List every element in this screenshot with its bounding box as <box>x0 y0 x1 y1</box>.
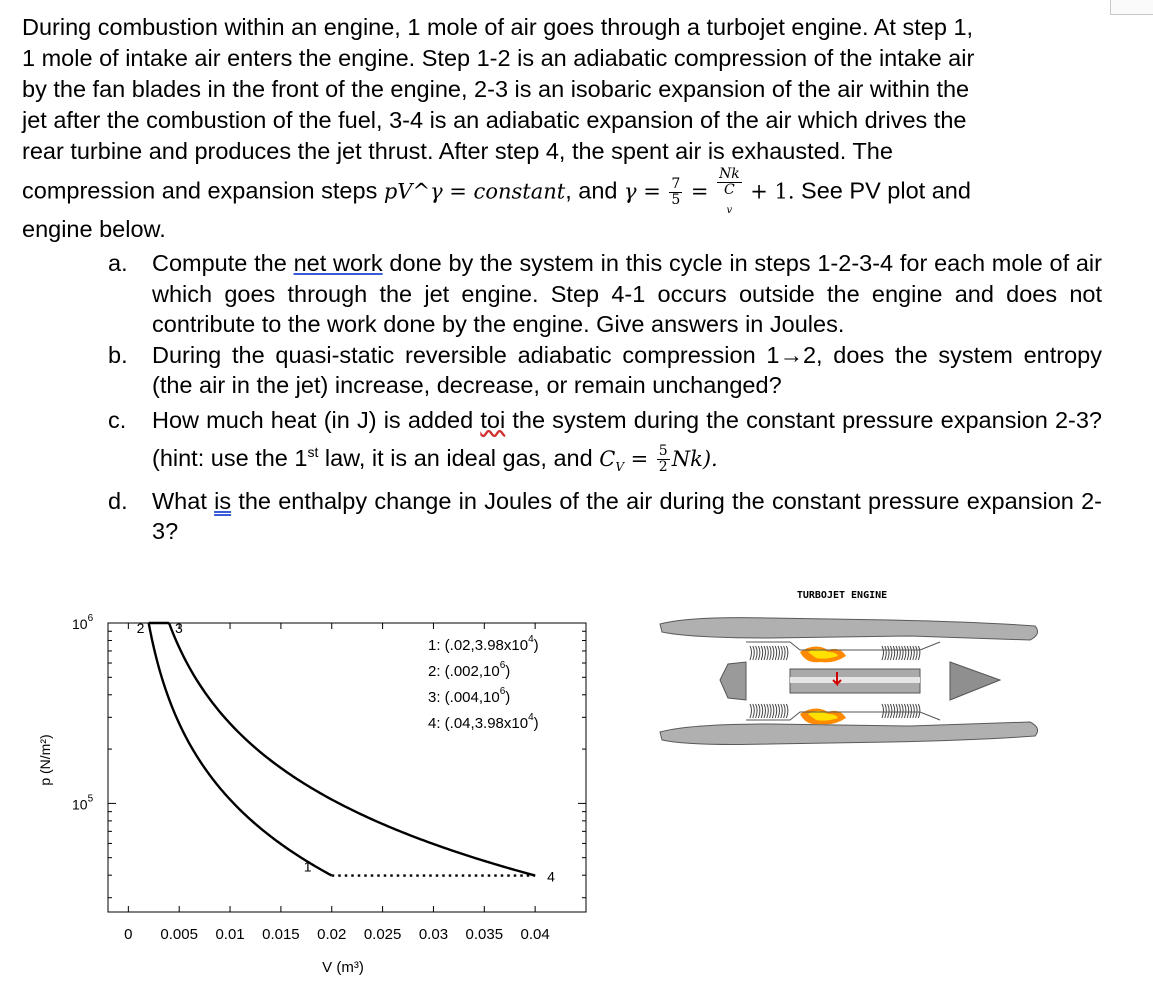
pv-plot-svg <box>0 560 600 980</box>
intro-line: jet after the combustion of the fuel, 3-4 is an adiabatic expansion of the air which drives the <box>22 107 967 133</box>
blade <box>778 646 780 718</box>
question-text: During the quasi-static reversible adiabatic compression 1→2, does the system entropy (the air in the jet) increase, decrease, or remain unchanged? <box>152 341 1102 398</box>
blade <box>786 646 788 718</box>
intro-line: During combustion within an engine, 1 mole of air goes through a turbojet engine. At step 1, <box>22 14 974 40</box>
question-b <box>108 340 1102 401</box>
y-tick-exp: 5 <box>87 793 94 805</box>
question-list <box>108 248 1102 547</box>
state-point-label: 3 <box>175 620 183 636</box>
q-text-part: What <box>152 487 215 514</box>
question-text <box>152 401 1102 486</box>
frac-den <box>717 183 742 218</box>
question-label: d. <box>108 487 128 514</box>
x-tick-label: 0.025 <box>363 926 402 943</box>
x-axis-label: V (m³) <box>322 959 364 976</box>
cv-symbol <box>599 446 624 474</box>
adiabat-3-4 <box>169 623 535 876</box>
engine-bottom-nacelle <box>660 722 1038 745</box>
intro-line: by the fan blades in the front of the engine, 2-3 is an isobaric expansion of the air within the <box>22 76 970 102</box>
frac-den: 5 <box>671 191 681 208</box>
x-tick-label: 0.035 <box>465 926 504 943</box>
cv-c: C <box>599 446 616 471</box>
adiabat-1-2 <box>149 623 332 876</box>
q-text-part: law, it is an ideal gas, and <box>318 444 600 471</box>
blade <box>758 646 760 718</box>
question-c <box>108 401 1102 486</box>
state-point-label: 4 <box>547 868 555 885</box>
q-spelling-flag: toi <box>480 406 506 433</box>
y-tick-base: 10 <box>72 616 88 632</box>
q-underlined: net work <box>293 250 383 276</box>
cycle-curves <box>149 623 535 876</box>
turbojet-engine-figure <box>650 580 1050 775</box>
legend-sup: 4 <box>528 634 534 645</box>
adiabatic-relation: pV^γ = constant <box>383 179 566 204</box>
y-tick-base: 10 <box>72 796 88 813</box>
formula-post: See PV plot and <box>794 177 971 204</box>
blade <box>756 646 758 718</box>
state-point-legend <box>428 634 539 654</box>
legend-text: 4: (.04,3.98x10 <box>428 715 529 732</box>
state-point-legend <box>428 686 510 706</box>
x-tick-label: 0 <box>124 926 133 943</box>
fraction-nk-cv <box>717 167 742 218</box>
q-text-part: Compute the <box>152 250 294 276</box>
y-tick-label <box>72 793 94 812</box>
q-superscript: st <box>307 443 319 460</box>
question-label: c. <box>108 406 127 433</box>
tick-labels <box>72 613 555 943</box>
intro-line: 1 mole of intake air enters the engine. Step 1-2 is an adiabatic compression of the intake air <box>22 45 975 71</box>
legend-text: 1: (.02,3.98x10 <box>428 637 529 654</box>
cv-sub: V <box>615 459 624 474</box>
intro-line: engine below. <box>22 215 166 242</box>
legend-text: 3: (.004,10 <box>428 689 500 706</box>
question-d <box>108 486 1102 547</box>
x-tick-label: 0.015 <box>262 926 300 943</box>
q-text-part: the system during the constant pressure expansion 2-3? (hint: use the 1 <box>152 406 1102 471</box>
y-tick-label <box>72 613 94 632</box>
x-tick-label: 0.005 <box>160 926 198 943</box>
legend-close: ) <box>533 637 539 654</box>
q-text-part: done by the system in this cycle in steps 1-2-3-4 for each mole of air which goes through the jet engine. Step 4-1 occurs outside the engine and does not contribute to the work done by the engine. Give answers in Joules. <box>152 250 1102 337</box>
blade <box>761 646 763 718</box>
engine-shaft-highlight <box>790 677 920 683</box>
blade <box>770 646 772 718</box>
formula-pre: compression and expansion steps <box>22 177 384 204</box>
engine-nose-cone <box>720 662 746 700</box>
cv-sub: v <box>726 204 733 216</box>
fraction-seven-fifths <box>669 177 682 208</box>
problem-intro <box>22 12 1102 245</box>
gamma-symbol: γ = <box>624 179 661 204</box>
blade <box>767 646 769 718</box>
frac-num: 5 <box>658 442 668 459</box>
legend-close: ) <box>533 715 539 732</box>
question-text <box>152 486 1102 547</box>
nk-tail: Nk). <box>671 446 718 471</box>
question-label: b. <box>108 341 128 368</box>
x-tick-label: 0.01 <box>215 926 245 943</box>
y-tick-exp: 6 <box>87 613 94 624</box>
window-corner-tab <box>1110 0 1153 15</box>
state-point-label: 1 <box>303 858 312 875</box>
question-label: a. <box>108 250 128 276</box>
intro-line-formula <box>22 167 1102 218</box>
state-point-legend <box>428 660 510 680</box>
q-underlined: is <box>214 487 232 514</box>
x-tick-label: 0.02 <box>317 926 347 943</box>
engine-svg <box>650 580 1050 770</box>
blade <box>781 646 783 718</box>
legend-sup: 6 <box>499 660 506 671</box>
frac-num: 7 <box>671 175 681 192</box>
legend-sup: 4 <box>528 712 534 723</box>
y-axis-label: p (N/m²) <box>37 734 53 786</box>
q-text-part: How much heat (in J) is added <box>152 406 481 433</box>
state-point-label: 2 <box>136 620 145 636</box>
engine-exhaust-cone <box>950 662 1000 700</box>
engine-top-nacelle <box>660 618 1038 640</box>
question-text <box>152 248 1102 340</box>
blade <box>764 646 766 718</box>
formula-mid: , and <box>565 177 624 204</box>
equals: = <box>690 179 709 204</box>
frac-den: 2 <box>658 458 668 475</box>
cv-c: C <box>723 182 735 198</box>
engine-title: TURBOJET ENGINE <box>796 590 888 601</box>
intro-line: rear turbine and produces the jet thrust. After step 4, the spent air is exhausted. The <box>22 138 893 164</box>
frac-num: Nk <box>718 166 740 182</box>
pv-plot <box>0 560 600 985</box>
legend-sup: 6 <box>499 686 506 697</box>
blade <box>772 646 774 718</box>
legend-text: 2: (.002,10 <box>428 663 500 680</box>
fraction-five-halves <box>657 444 670 475</box>
legend-close: ) <box>505 663 511 680</box>
q-text-part: the enthalpy change in Joules of the air during the constant pressure expansion 2-3? <box>152 487 1102 545</box>
cv-equals: = <box>623 446 649 471</box>
x-tick-label: 0.04 <box>520 926 550 943</box>
blade <box>784 646 786 718</box>
state-point-legend <box>428 712 539 732</box>
plus-one: + 1. <box>750 179 795 204</box>
blade <box>750 646 752 718</box>
question-a <box>108 248 1102 340</box>
blade <box>753 646 755 718</box>
blade <box>775 646 777 718</box>
x-tick-label: 0.03 <box>418 926 449 943</box>
legend-close: ) <box>505 689 511 706</box>
